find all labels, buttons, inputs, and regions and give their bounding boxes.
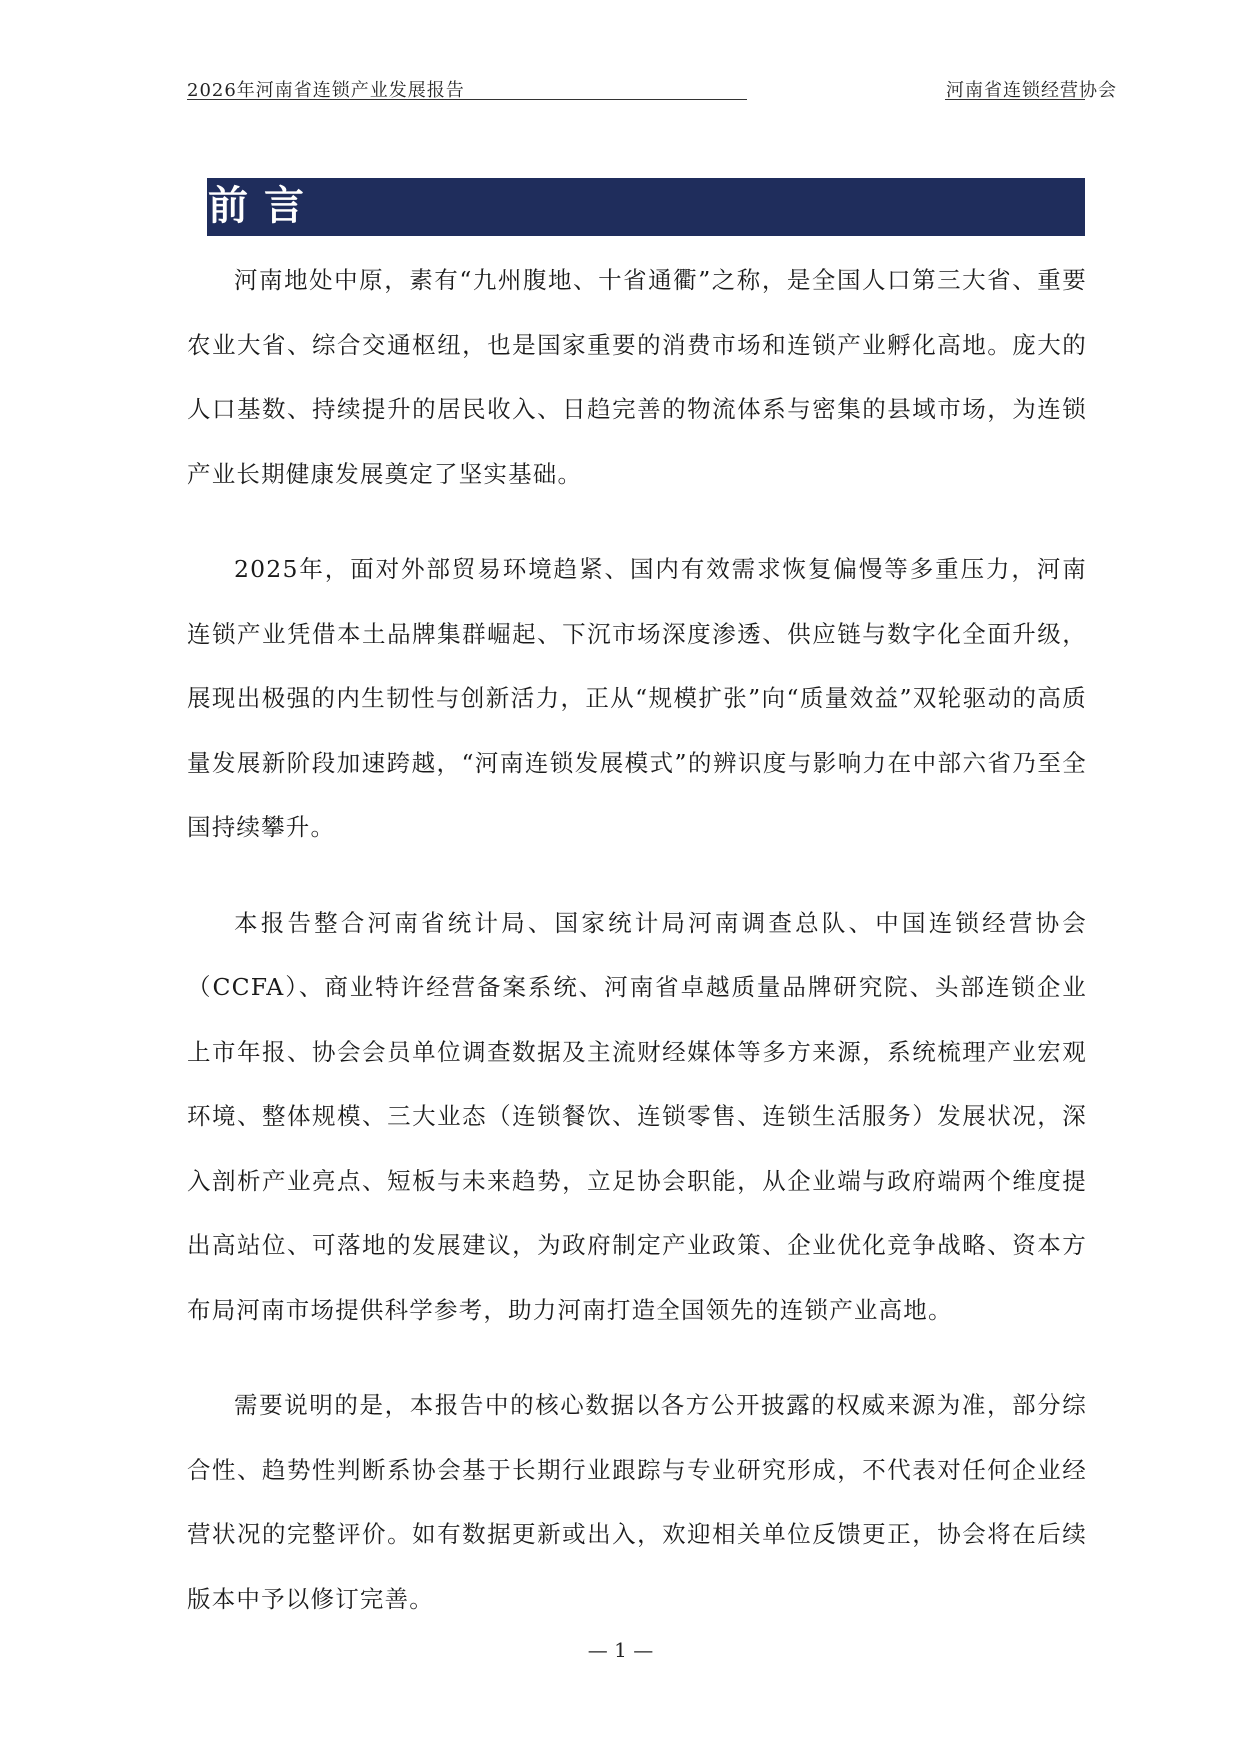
report-title-header: 2026年河南省连锁产业发展报告: [187, 80, 465, 101]
running-header: [187, 72, 1117, 100]
header-rule-left: [187, 99, 747, 100]
body-text: [187, 248, 1087, 1662]
page-number: — 1 —: [587, 1638, 654, 1662]
section-title: 前言: [208, 183, 320, 229]
paragraph-1: 河南地处中原，素有“九州腹地、十省通衢”之称，是全国人口第三大省、重要农业大省、综合交通枢纽，也是国家重要的消费市场和连锁产业孵化高地。庞大的人口基数、持续提升的居民收入、日趋完善的物流体系与密集的县域市场，为连锁产业长期健康发展奠定了坚实基础。: [187, 266, 1087, 488]
section-banner: [207, 178, 1085, 236]
paragraph-3: 本报告整合河南省统计局、国家统计局河南调查总队、中国连锁经营协会（CCFA）、商业特许经营备案系统、河南省卓越质量品牌研究院、头部连锁企业上市年报、协会会员单位调查数据及主流财经媒体等多方来源，系统梳理产业宏观环境、整体规模、三大业态（连锁餐饮、连锁零售、连锁生活服务）发展状况，深入剖析产业亮点、短板与未来趋势，立足协会职能，从企业端与政府端两个维度提出高站位、可落地的发展建议，为政府制定产业政策、企业优化竞争战略、资本方布局河南市场提供科学参考，助力河南打造全国领先的连锁产业高地。: [187, 908, 1087, 1324]
header-rule-right: [945, 99, 1085, 100]
association-name-header: 河南省连锁经营协会: [946, 80, 1117, 101]
paragraph-2: 2025年，面对外部贸易环境趋紧、国内有效需求恢复偏慢等多重压力，河南连锁产业凭借本土品牌集群崛起、下沉市场深度渗透、供应链与数字化全面升级，展现出极强的内生韧性与创新活力，正从“规模扩张”向“质量效益”双轮驱动的高质量发展新阶段加速跨越，“河南连锁发展模式”的辨识度与影响力在中部六省乃至全国持续攀升。: [187, 555, 1087, 841]
paragraph-4: 需要说明的是，本报告中的核心数据以各方公开披露的权威来源为准，部分综合性、趋势性判断系协会基于长期行业跟踪与专业研究形成，不代表对任何企业经营状况的完整评价。如有数据更新或出入，欢迎相关单位反馈更正，协会将在后续版本中予以修订完善。: [187, 1391, 1087, 1613]
